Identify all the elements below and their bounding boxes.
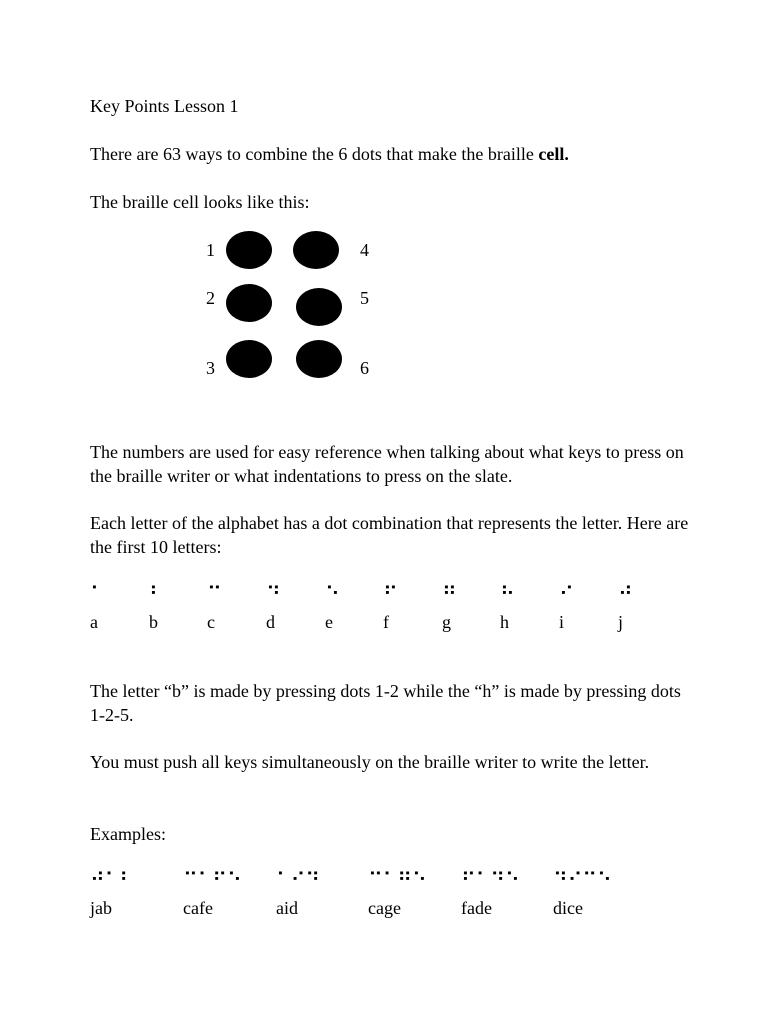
dot-number-2: 2 [206,288,215,308]
braille-dot-3 [226,340,272,378]
letter-label: a [90,612,98,632]
braille-glyph: ⠙ [266,582,281,606]
examples-row [90,870,690,930]
letter-label: c [207,612,215,632]
braille-glyph: ⠓ [500,582,515,606]
simultaneous-paragraph: You must push all keys simultaneously on the braille writer to write the letter. [90,752,650,772]
letter-item [149,584,189,634]
braille-glyph: ⠚ [618,582,633,606]
braille-word: ⠉⠁⠛⠑ [368,868,427,892]
braille-word: ⠉⠁⠋⠑ [183,868,242,892]
letter-item [559,584,599,634]
letter-item [325,584,365,634]
example-label: aid [276,898,298,918]
letters-row [90,584,690,644]
braille-glyph: ⠋ [383,582,398,606]
example-item [183,870,273,920]
example-item [553,870,643,920]
letter-item [266,584,306,634]
letter-item [618,584,658,634]
braille-dot-6 [296,340,342,378]
letter-label: g [442,612,451,632]
braille-glyph: ⠃ [149,582,164,606]
braille-word: ⠙⠊⠉⠑ [553,868,612,892]
letter-b-paragraph: The letter “b” is made by pressing dots 1-2 while the “h” is made by pressing dots 1-2-5. [90,681,681,725]
letter-label: d [266,612,275,632]
example-label: fade [461,898,492,918]
dot-number-4: 4 [360,240,369,260]
letter-label: e [325,612,333,632]
dot-number-3: 3 [206,358,215,378]
letter-item [500,584,540,634]
cell-intro-text: The braille cell looks like this: [90,192,310,212]
example-item [368,870,458,920]
braille-dot-1 [226,231,272,269]
letter-item [383,584,423,634]
braille-dot-4 [293,231,339,269]
letter-label: f [383,612,389,632]
letter-label: h [500,612,509,632]
braille-glyph: ⠛ [442,582,457,606]
alphabet-paragraph: Each letter of the alphabet has a dot combination that represents the letter. Here are the first 10 letters: [90,513,689,557]
intro-text: There are 63 ways to combine the 6 dots that make the braille [90,144,539,164]
example-label: dice [553,898,583,918]
dot-number-6: 6 [360,358,369,378]
braille-glyph: ⠑ [325,582,340,606]
numbers-paragraph: The numbers are used for easy reference when talking about what keys to press on the braille writer or what indentations to press on the slate. [90,442,684,486]
dot-number-1: 1 [206,240,215,260]
example-label: cafe [183,898,213,918]
braille-word: ⠚⠁⠃ [90,868,134,892]
intro-bold-word: cell. [538,144,569,164]
example-item [276,870,366,920]
braille-dot-5 [296,288,342,326]
letter-item [442,584,482,634]
dot-number-5: 5 [360,288,369,308]
example-item [90,870,180,920]
braille-glyph: ⠊ [559,582,574,606]
letter-label: b [149,612,158,632]
braille-dot-2 [226,284,272,322]
braille-glyph: ⠁ [90,582,105,606]
letter-label: i [559,612,565,632]
example-item [461,870,551,920]
intro-paragraph [90,142,690,166]
example-label: cage [368,898,401,918]
braille-word: ⠋⠁⠙⠑ [461,868,520,892]
braille-cell-diagram [200,226,400,386]
letter-label: j [618,612,624,632]
page-title: Key Points Lesson 1 [90,96,239,116]
letter-item [207,584,247,634]
letter-item [90,584,130,634]
examples-label: Examples: [90,824,166,844]
braille-glyph: ⠉ [207,582,222,606]
braille-word: ⠁⠊⠙ [276,868,320,892]
example-label: jab [90,898,112,918]
